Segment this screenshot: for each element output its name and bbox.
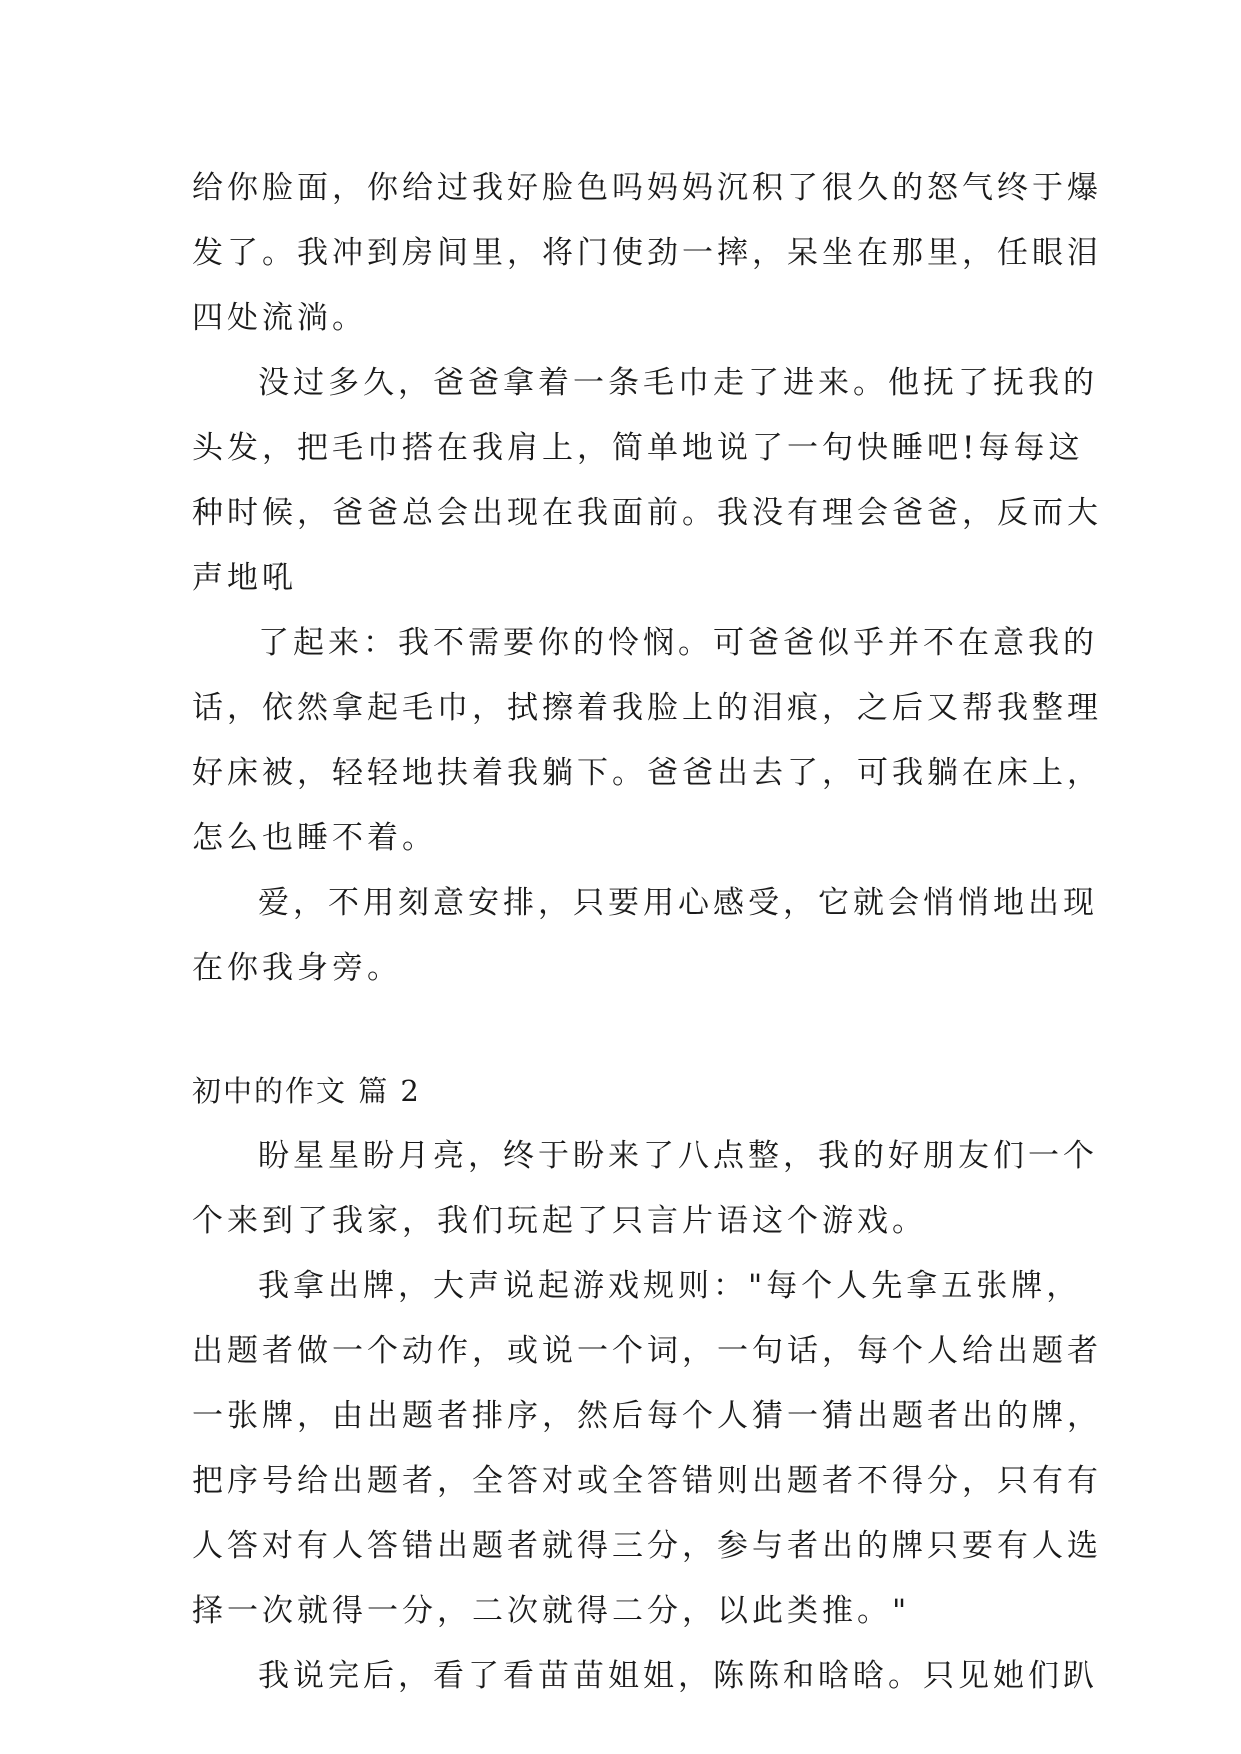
text-line: 怎么也睡不着。 <box>192 820 437 856</box>
text-line: 一张牌，由出题者排序，然后每个人猜一猜出题者出的牌， <box>192 1398 1102 1434</box>
essay-part-2 <box>192 1124 1102 1709</box>
text-line: 个来到了我家，我们玩起了只言片语这个游戏。 <box>192 1203 927 1239</box>
text-line: 爱，不用刻意安排，只要用心感受，它就会悄悄地出现 <box>258 885 1098 921</box>
document-page <box>192 156 1102 1709</box>
text-line: 没过多久，爸爸拿着一条毛巾走了进来。他抚了抚我的 <box>258 365 1098 401</box>
essay-part-1 <box>192 156 1102 1001</box>
text-line: 发了。我冲到房间里，将门使劲一摔，呆坐在那里，任眼泪 <box>192 235 1102 271</box>
text-line: 了起来：我不需要你的怜悯。可爸爸似乎并不在意我的 <box>258 625 1098 661</box>
text-line: 声地吼 <box>192 560 297 596</box>
text-line: 人答对有人答错出题者就得三分，参与者出的牌只要有人选 <box>192 1528 1102 1564</box>
text-line: 头发，把毛巾搭在我肩上，简单地说了一句快睡吧!每每这 <box>192 430 1084 466</box>
text-line: 择一次就得一分，二次就得二分，以此类推。" <box>192 1593 911 1629</box>
text-line: 我说完后，看了看苗苗姐姐，陈陈和晗晗。只见她们趴 <box>258 1658 1098 1694</box>
text-line: 话，依然拿起毛巾，拭擦着我脸上的泪痕，之后又帮我整理 <box>192 690 1102 726</box>
text-line: 我拿出牌，大声说起游戏规则："每个人先拿五张牌， <box>258 1268 1082 1304</box>
text-line: 四处流淌。 <box>192 300 367 336</box>
text-line: 好床被，轻轻地扶着我躺下。爸爸出去了，可我躺在床上， <box>192 755 1102 791</box>
text-line: 盼星星盼月亮，终于盼来了八点整，我的好朋友们一个 <box>258 1138 1098 1174</box>
text-line: 把序号给出题者，全答对或全答错则出题者不得分，只有有 <box>192 1463 1102 1499</box>
section-heading: 初中的作文 篇 2 <box>192 1074 421 1108</box>
text-line: 给你脸面，你给过我好脸色吗妈妈沉积了很久的怒气终于爆 <box>192 170 1102 206</box>
text-line: 出题者做一个动作，或说一个词，一句话，每个人给出题者 <box>192 1333 1102 1369</box>
text-line: 种时候，爸爸总会出现在我面前。我没有理会爸爸，反而大 <box>192 495 1102 531</box>
text-line: 在你我身旁。 <box>192 950 402 986</box>
